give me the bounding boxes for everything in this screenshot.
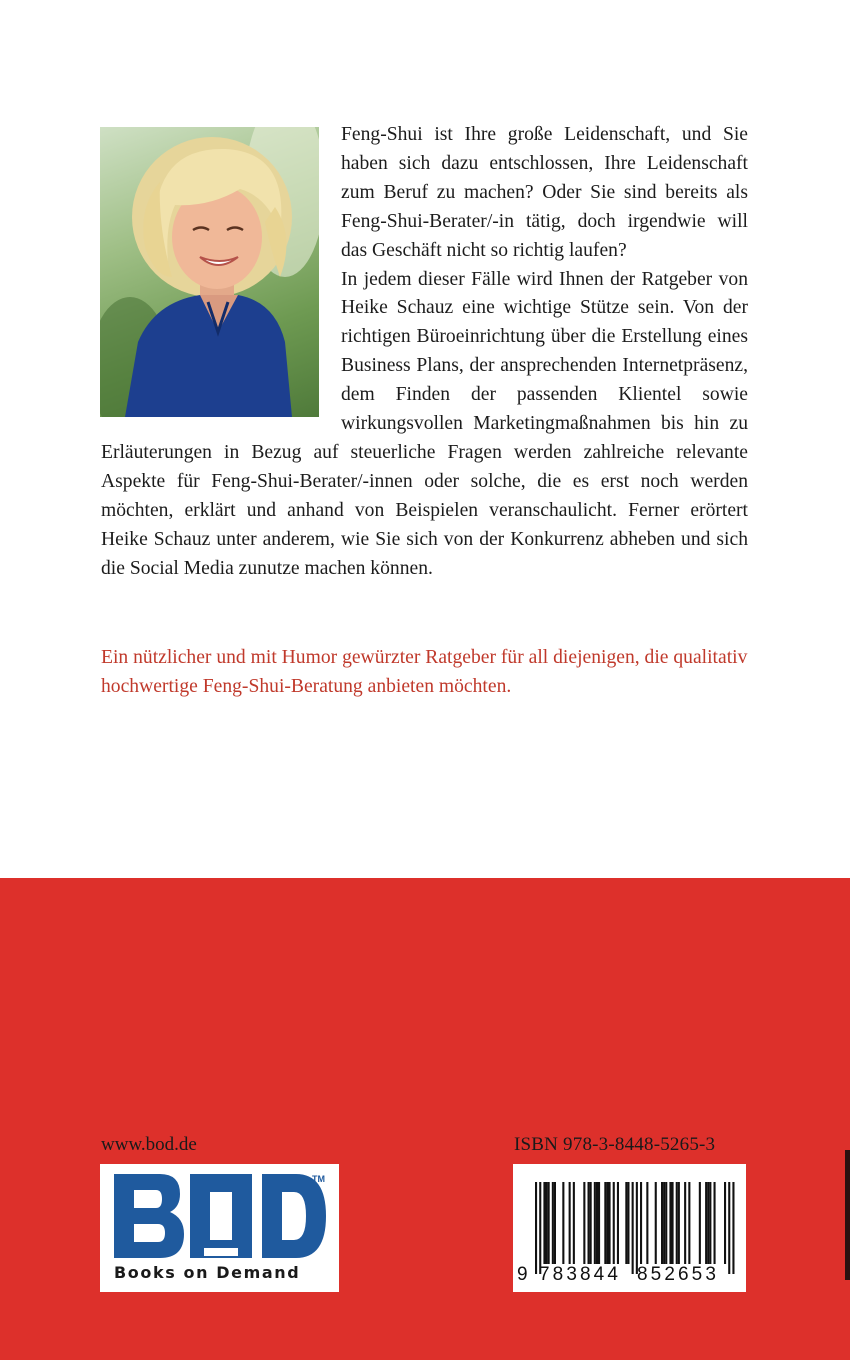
barcode-bar <box>728 1182 730 1274</box>
barcode-bar <box>535 1182 537 1274</box>
barcode-bar <box>632 1182 634 1274</box>
barcode-bar <box>661 1182 663 1264</box>
barcode-bar <box>583 1182 585 1264</box>
tagline: Ein nützlicher und mit Humor gewürzter Ratgeber für all diejenigen, die qualitativ hochwertige Feng-Shui-Beratung anbieten möchten. <box>101 647 748 697</box>
blurb-paragraph-1: Feng-Shui ist Ihre große Leidenschaft, und Sie haben sich dazu entschlossen, Ihre Leidenschaft zum Beruf zu machen? Oder Sie sind bereits als Feng-Shui-Berater/-in tätig, doch irgendwie will das Geschäft nicht so richtig laufen? <box>341 124 748 261</box>
barcode-digits-left: 783844 <box>539 1264 622 1285</box>
publisher-url[interactable]: www.bod.de <box>101 1134 197 1155</box>
barcode-bar <box>539 1182 541 1274</box>
barcode-bar <box>636 1182 638 1274</box>
barcode-bar <box>604 1182 606 1264</box>
barcode-bar <box>594 1182 596 1264</box>
barcode-bar <box>688 1182 690 1264</box>
barcode-bar <box>640 1182 642 1264</box>
barcode-bar <box>714 1182 716 1264</box>
barcode-bar <box>588 1182 590 1264</box>
barcode-bar <box>699 1182 701 1264</box>
barcode-bar <box>617 1182 619 1264</box>
barcode-bar <box>678 1182 680 1264</box>
barcode-bar <box>705 1182 707 1264</box>
barcode-bar <box>669 1182 671 1264</box>
barcode-bar <box>732 1182 734 1274</box>
barcode-bar <box>546 1182 548 1264</box>
barcode-bar <box>573 1182 575 1264</box>
barcode-bar <box>709 1182 711 1264</box>
trademark-mark: TM <box>312 1174 325 1184</box>
blurb-paragraph-2: In jedem dieser Fälle wird Ihnen der Ratgeber von Heike Schauz eine wichtige Stütze sein. Von der richtigen Büroeinrichtung über die Erstellung eines Business Plans, der ansprechenden Internetpräsenz, dem Finden der passenden Klientel sowie wirkungsvollen Marketingmaßnahmen bis hin zu Erläuterungen in Bezug auf steuerliche Fragen werden zahlreiche relevante Aspekte für Feng-Shui-Berater/-innen oder solche, die es erst noch werden möchten, erklärt und anhand von Beispielen veranschaulicht. Ferner erörtert Heike Schauz unter anderem, wie Sie sich von der Konkurrenz abheben und sich die Social Media zunutze machen können. <box>101 268 748 579</box>
barcode-bar <box>625 1182 627 1264</box>
spine-edge <box>845 1150 850 1280</box>
barcode-bar <box>554 1182 556 1264</box>
isbn-barcode <box>513 1164 746 1292</box>
barcode-bar <box>596 1182 598 1264</box>
logo-tagline: Books on Demand <box>114 1263 301 1282</box>
barcode-digit-first: 9 <box>517 1264 528 1285</box>
barcode-bar <box>548 1182 550 1264</box>
barcode-bar <box>590 1182 592 1264</box>
barcode-bar <box>609 1182 611 1264</box>
barcode-bar <box>684 1182 686 1264</box>
barcode-bar <box>613 1182 615 1264</box>
barcode-bar <box>672 1182 674 1264</box>
isbn-label: ISBN 978-3-8448-5265-3 <box>514 1134 716 1155</box>
publisher-logo <box>100 1164 339 1292</box>
barcode-bar <box>627 1182 629 1264</box>
barcode-bar <box>569 1182 571 1264</box>
barcode-bar <box>598 1182 600 1264</box>
barcode-bar <box>665 1182 667 1264</box>
barcode-bar <box>655 1182 657 1264</box>
barcode-bar <box>606 1182 608 1264</box>
barcode-digits-right: 852653 <box>637 1264 720 1285</box>
barcode-bar <box>707 1182 709 1264</box>
barcode-bar <box>676 1182 678 1264</box>
bod-logo-icon <box>114 1174 326 1260</box>
barcode-bar <box>543 1182 545 1264</box>
barcode-bar <box>552 1182 554 1264</box>
barcode-bar <box>562 1182 564 1264</box>
back-cover-blurb <box>101 121 748 584</box>
barcode-bar <box>724 1182 726 1264</box>
barcode-bar <box>663 1182 665 1264</box>
barcode-bar <box>646 1182 648 1264</box>
